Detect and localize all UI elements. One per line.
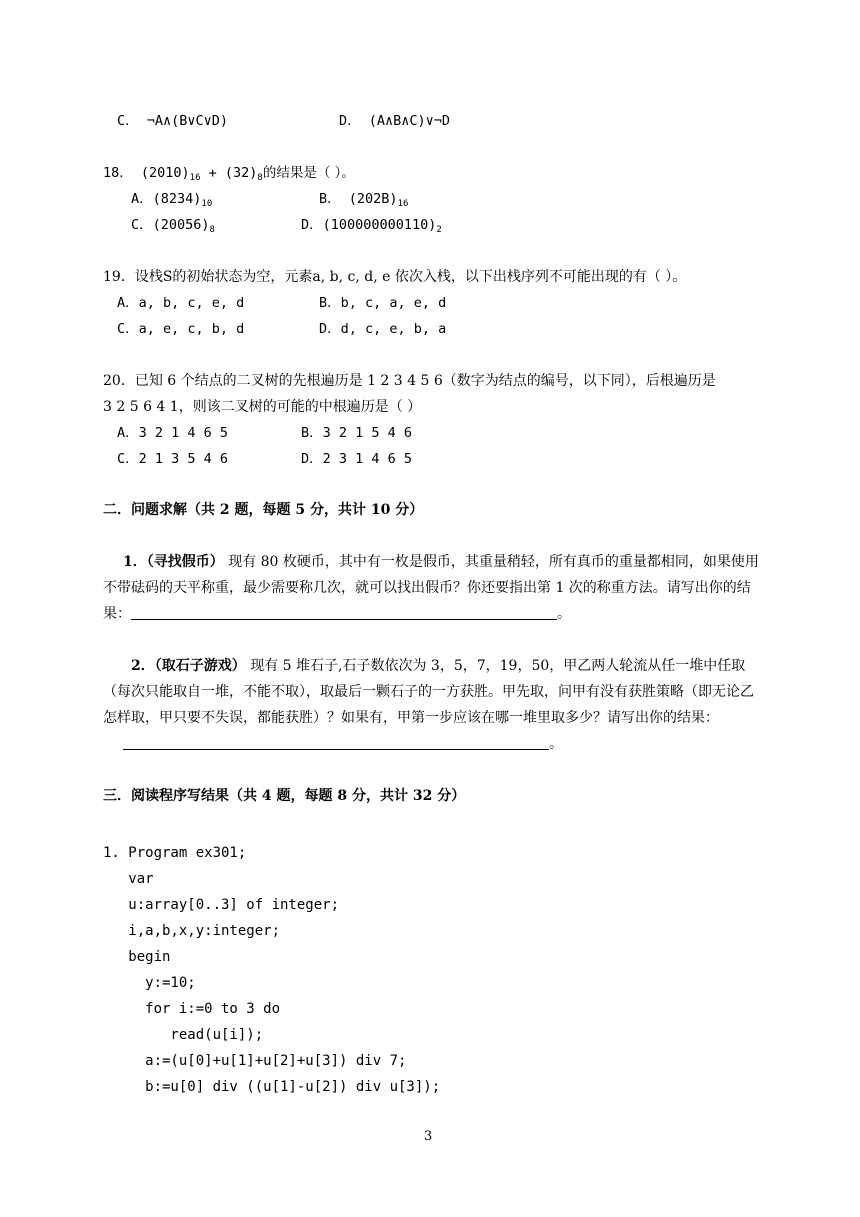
q18-stem: 18． $(2010)_{16} + (32)_8$的结果是（ ）。	[103, 165, 355, 183]
code-line: a:=(u[0]+u[1]+u[2]+u[3]) div 7;	[103, 1053, 407, 1069]
q18-option-a: A．$(8234)_{10}$	[131, 191, 213, 209]
q18-option-d: D．$(100000000110)_2$	[301, 217, 442, 235]
q18-option-c: C．$(20056)_8$	[131, 217, 215, 235]
code-line: 1. Program ex301;	[103, 845, 247, 861]
q19-option-d: D．d, c, e, b, a	[319, 321, 447, 337]
problem2-answer-blank[interactable]	[123, 735, 549, 750]
section3-heading: 三．阅读程序写结果（共 4 题，每题 8 分，共计 32 分）	[103, 788, 466, 804]
code-line: for i:=0 to 3 do	[103, 1001, 281, 1017]
q20-stem-line2: 3 2 5 6 4 1，则该二叉树的可能的中根遍历是（ ）	[103, 399, 422, 415]
problem1-paragraph: 1．（寻找假币） 现有 80 枚硬币，其中有一枚是假币，其重量稍轻，所有真币的重量都相同，如果使用不带砝码的天平称重，最少需要称几次，就可以找出假币？你还要指出第 1 次的称重方法。请写出你的结果： 。	[103, 554, 759, 622]
q17-option-c: C． ¬A∧(B∨C∨D)	[117, 113, 229, 129]
code-line: read(u[i]);	[103, 1027, 264, 1043]
section2-heading: 二．问题求解（共 2 题，每题 5 分，共计 10 分）	[103, 502, 424, 518]
q20-option-c: C．2 1 3 5 4 6	[117, 451, 229, 467]
page-number: 3	[424, 1129, 433, 1144]
code-line: y:=10;	[103, 975, 196, 991]
q17-option-d: D． (A∧B∧C)∨¬D	[339, 113, 451, 129]
q20-option-d: D．2 3 1 4 6 5	[301, 451, 413, 467]
q19-option-c: C．a, e, c, b, d	[117, 321, 245, 337]
problem1-answer-blank[interactable]	[131, 605, 557, 620]
code-line: var	[103, 871, 154, 887]
code-line: i,a,b,x,y:integer;	[103, 923, 281, 939]
problem2-paragraph: 2．（取石子游戏） 现有 5 堆石子,石子数依次为 3，5，7，19，50，甲乙两人轮流从任一堆中任取（每次只能取自一堆，不能不取），取最后一颗石子的一方获胜。甲先取，问甲有没有获胜策略（即无论乙怎样取，甲只要不失误，都能获胜）？如果有，甲第一步应该在哪一堆里取多少？请写出你的结果： 。	[103, 658, 754, 752]
q20-option-b: B．3 2 1 5 4 6	[301, 425, 413, 441]
q19-stem: 19．设栈S的初始状态为空，元素a, b, c, d, e 依次入栈，以下出栈序列不可能出现的有（ ）。	[103, 269, 687, 285]
q20-option-a: A．3 2 1 4 6 5	[117, 425, 229, 441]
code-line: u:array[0..3] of integer;	[103, 897, 340, 913]
q19-option-b: B．b, c, a, e, d	[319, 295, 447, 311]
q19-option-a: A．a, b, c, e, d	[117, 295, 245, 311]
code-line: b:=u[0] div ((u[1]-u[2]) div u[3]);	[103, 1079, 441, 1095]
q20-stem-line1: 20．已知 6 个结点的二叉树的先根遍历是 1 2 3 4 5 6（数字为结点的编号，以下同），后根遍历是	[103, 373, 716, 389]
program-code	[103, 840, 440, 1100]
code-line: begin	[103, 949, 171, 965]
q18-option-b: B． $(202B)_{16}$	[319, 191, 409, 209]
